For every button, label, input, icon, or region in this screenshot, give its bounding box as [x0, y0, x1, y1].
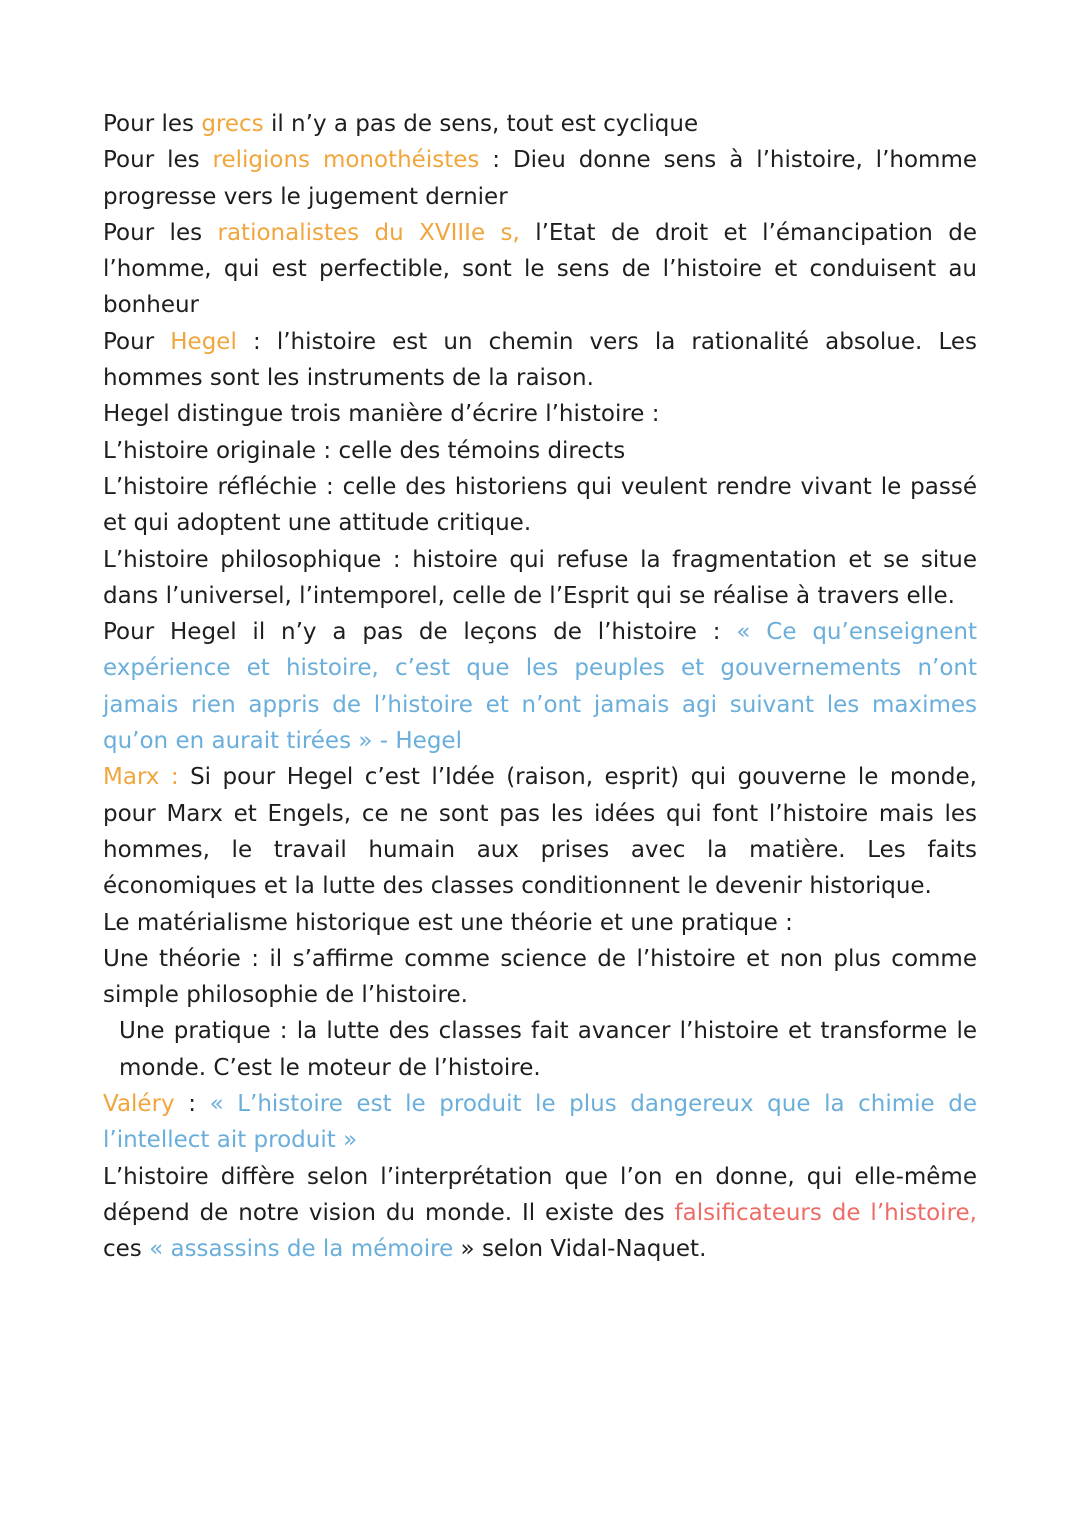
- text-segment: Pour les: [103, 111, 202, 137]
- text-segment: Pour les: [103, 147, 213, 174]
- paragraph-hegel-quote: [103, 614, 977, 759]
- text-segment: Une théorie : il s’affirme comme science de l’histoire et non plus comme simple philosophie de l’histoire.: [103, 945, 977, 1009]
- text-segment: Hegel distingue trois manière d’écrire l’histoire :: [103, 401, 660, 428]
- text-segment: Marx :: [103, 764, 179, 791]
- text-segment: Pour Hegel il n’y a pas de leçons de l’histoire :: [103, 619, 737, 646]
- paragraph-practice: [103, 1013, 977, 1086]
- text-segment: grecs: [201, 111, 264, 137]
- text-segment: religions monothéistes: [212, 147, 480, 174]
- text-segment: : l’histoire est un chemin vers la rationalité absolue. Les hommes sont les instruments de la raison.: [103, 328, 977, 392]
- text-segment: L’histoire diffère selon l’interprétation que l’on en donne, qui elle-même dépend de notre vision du monde. Il existe des: [103, 1163, 977, 1226]
- paragraph-original-history: [103, 433, 977, 469]
- paragraph-philosophical-history: [103, 542, 977, 615]
- paragraph-theory: [103, 941, 977, 1014]
- paragraph-valery-quote: [103, 1086, 977, 1159]
- text-segment: l’Etat de droit et l’émancipation de l’homme, qui est perfectible, sont le sens de l’histoire et conduisent au bonheur: [103, 219, 977, 319]
- text-segment: falsificateurs de l’histoire,: [674, 1199, 977, 1226]
- paragraph-hegel-three-ways: [103, 396, 977, 432]
- text-segment: Le matérialisme historique est une théorie et une pratique :: [103, 909, 793, 936]
- text-segment: L’histoire originale : celle des témoins directs: [103, 437, 626, 464]
- paragraph-historical-materialism: [103, 905, 977, 941]
- notes-page: [103, 106, 977, 1268]
- text-segment: :: [174, 1091, 210, 1118]
- text-segment: Une pratique : la lutte des classes fait avancer l’histoire et transforme le monde. C’est le moteur de l’histoire.: [119, 1018, 977, 1081]
- text-segment: L’histoire philosophique : histoire qui refuse la fragmentation et se situe dans l’universel, l’intemporel, celle de l’Esprit qui se réalise à travers elle.: [103, 546, 977, 609]
- paragraph-falsifiers: [103, 1159, 977, 1268]
- paragraph-monotheism: [103, 142, 977, 215]
- text-segment: Hegel: [170, 328, 237, 355]
- paragraph-marx: [103, 759, 977, 904]
- text-segment: Si pour Hegel c’est l’Idée (raison, esprit) qui gouverne le monde, pour Marx et Engels, ce ne sont pas les idées qui font l’histoire mais les hommes, le travail humain aux prises avec la matière. Les faits économiques et la lutte des classes conditionnent le devenir historique.: [103, 764, 977, 900]
- paragraph-rationalists: [103, 215, 977, 324]
- text-segment: L’histoire réfléchie : celle des historiens qui veulent rendre vivant le passé et qui adoptent une attitude critique.: [103, 473, 977, 537]
- text-segment: « L’histoire est le produit le plus dangereux que la chimie de l’intellect ait produit »: [103, 1091, 978, 1154]
- text-segment: « assassins de la mémoire: [149, 1236, 454, 1263]
- paragraph-greeks: [103, 106, 977, 142]
- paragraph-reflective-history: [103, 469, 977, 542]
- text-segment: : Dieu donne sens à l’histoire, l’homme progresse vers le jugement dernier: [103, 147, 977, 210]
- text-segment: Valéry: [103, 1091, 175, 1118]
- text-segment: ces: [103, 1236, 150, 1263]
- text-segment: » selon Vidal-Naquet.: [453, 1236, 707, 1263]
- text-segment: Pour les: [103, 219, 218, 246]
- text-segment: Pour: [103, 328, 171, 355]
- text-segment: rationalistes du XVIIIe s,: [217, 219, 520, 246]
- paragraph-hegel: [103, 324, 977, 397]
- text-segment: « Ce qu’enseignent expérience et histoire, c’est que les peuples et gouvernements n’ont jamais rien appris de l’histoire et n’ont jamais agi suivant les maximes qu’on en aurait tirées » - Hegel: [103, 619, 977, 755]
- text-segment: il n’y a pas de sens, tout est cyclique: [263, 111, 699, 137]
